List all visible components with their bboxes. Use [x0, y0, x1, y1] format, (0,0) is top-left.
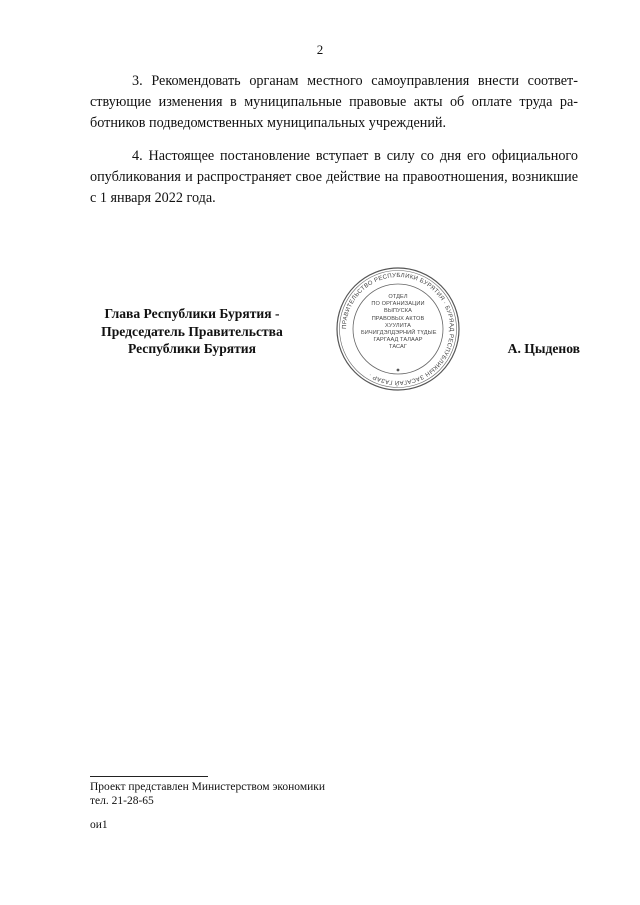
footer-line: Проект представлен Министерством экономики: [90, 781, 326, 793]
signatory-name: А. Цыденов: [507, 341, 580, 356]
paragraph-3: 3. Рекомендовать органам местного самоуправления внести соответствующие изменения в муниципальные правовые акты об оплате труда работников подведомственных муниципальных учреждений.: [90, 73, 578, 131]
signature-title-line: Республики Бурятия: [127, 341, 256, 356]
document-code: ои1: [90, 819, 108, 831]
official-stamp-seal: [335, 266, 461, 392]
stamp-line: ХУУЛИТА: [384, 322, 411, 329]
stamp-line: ТАСАГ: [388, 344, 407, 351]
stamp-line: БИЧИГДЭЛДЭРНИЙ ТҮДЫЕ: [361, 330, 437, 337]
footer-note: [90, 780, 325, 808]
footer-divider: [90, 776, 208, 777]
signature-title-line: Глава Республики Бурятия -: [104, 306, 280, 321]
stamp-line: ПО ОРГАНИЗАЦИИ: [371, 301, 425, 308]
stamp-line: ОТДЕЛ: [388, 294, 408, 300]
stamp-line: ПРАВОВЫХ АКТОВ: [371, 315, 425, 322]
stamp-ring-text: ПРАВИТЕЛЬСТВО РЕСПУБЛИКИ БУРЯТИЯ · БУРЯАД РЕСПУБЛИКЫН ЗАСАГАЙ ГАЗАР ·: [341, 272, 455, 386]
stamp-inner-text: [361, 294, 435, 352]
stamp-line: ГАРГААД ТАЛААР: [373, 337, 423, 344]
signature-title-line: Председатель Правительства: [101, 323, 283, 339]
signature-title: [80, 305, 304, 358]
footer-line: тел. 21-28-65: [90, 795, 154, 807]
stamp-line: ВЫПУСКА: [384, 308, 412, 315]
paragraph-4: 4. Настоящее постановление вступает в силу со дня его официального опубликования и распространяет свое действие на правоотношения, возникшие с 1 января 2022 года.: [90, 148, 578, 206]
page-number: 2: [316, 42, 324, 57]
